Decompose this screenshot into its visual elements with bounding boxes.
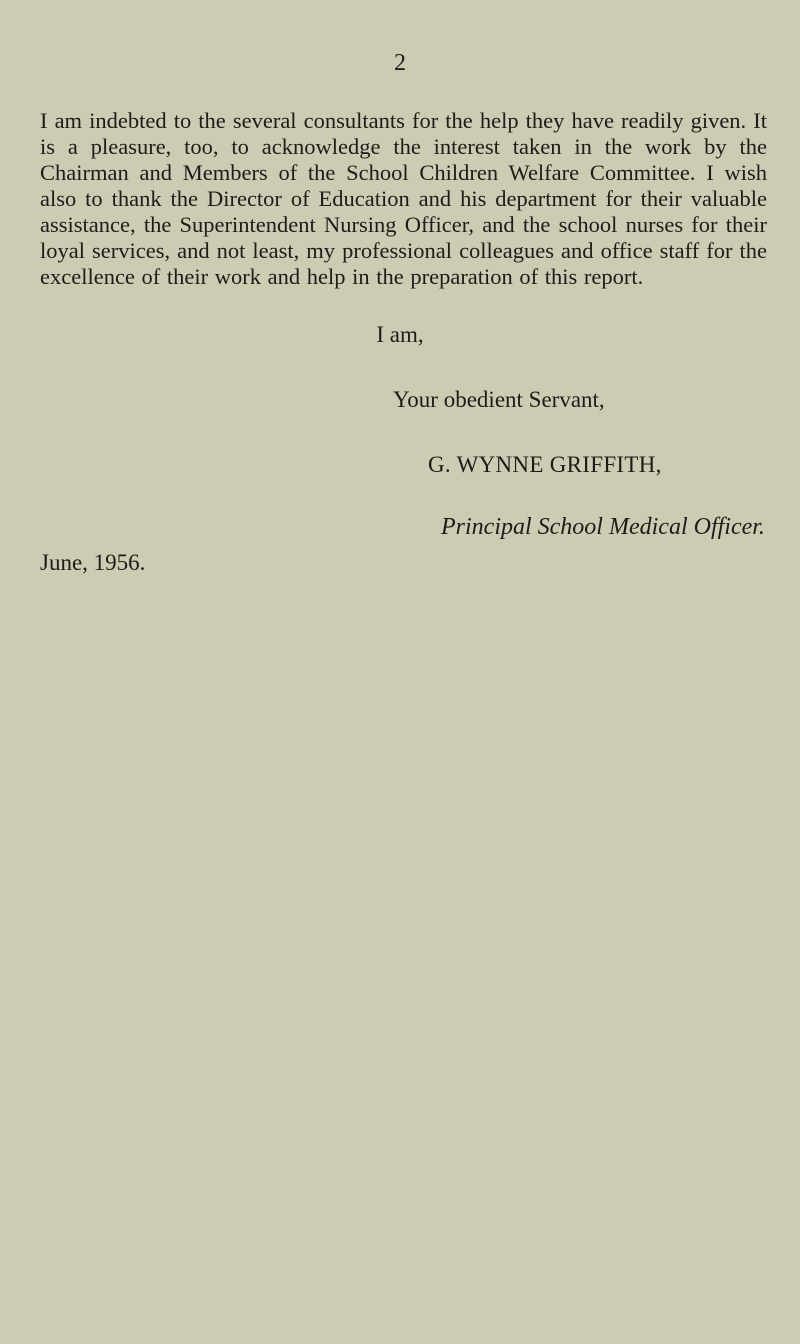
letter-body-paragraph: I am indebted to the several consultants for the help they have readily given. It is a pleasure, too, to acknowledge the interest taken in the work by the Chairman and Members of the School Children Welfare Committee. I wish also to thank the Director of Education and his department for their valuable assistance, the Superintendent Nursing Officer, and the school nurses for their loyal services, and not least, my professional colleagues and office staff for the excellence of their work and help in the preparation of this report. bbox=[40, 108, 767, 289]
signatory-title: Principal School Medical Officer. bbox=[441, 514, 765, 540]
letter-date: June, 1956. bbox=[40, 550, 146, 575]
page-number: 2 bbox=[394, 50, 406, 76]
letter-salutation: I am, bbox=[376, 322, 424, 347]
letter-closing: Your obedient Servant, bbox=[393, 387, 605, 412]
signatory-name: G. WYNNE GRIFFITH, bbox=[428, 452, 662, 477]
